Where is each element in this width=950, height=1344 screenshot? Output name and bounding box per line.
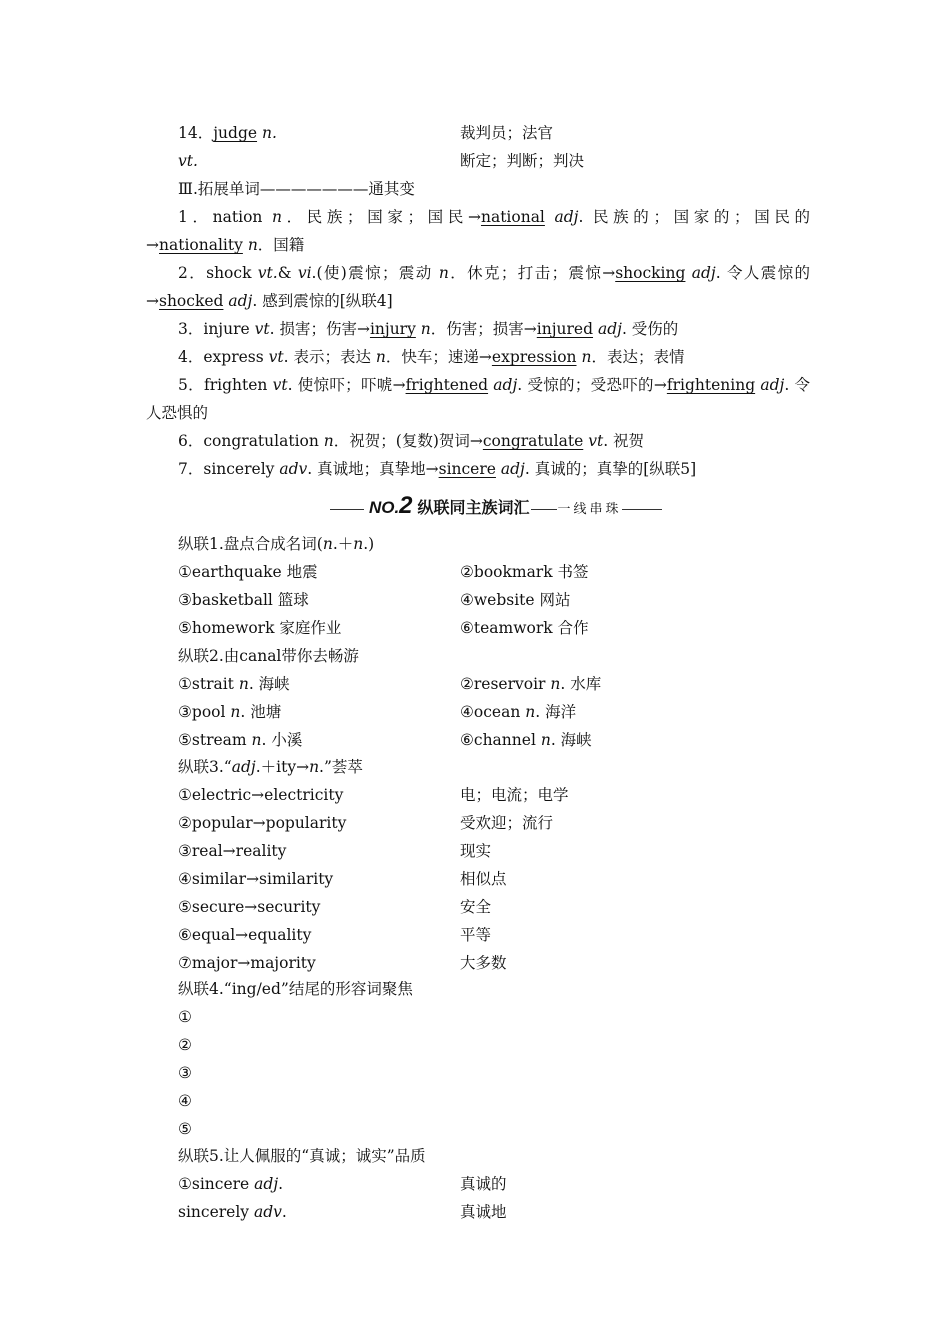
judge-row — [178, 119, 842, 147]
part-of-speech: vt — [272, 376, 288, 394]
item-text: . 损害；伤害→ — [269, 320, 370, 338]
list-item: ④ocean — [460, 703, 526, 721]
z5-heading: 纵联5.让人佩服的“真诚；诚实”品质 — [178, 1147, 426, 1165]
meaning: 真诚的 — [460, 1175, 507, 1193]
part-of-speech: adj — [493, 376, 518, 394]
part-of-speech: adj — [231, 758, 256, 776]
part-of-speech: vt — [268, 348, 284, 366]
answer-word: expression — [491, 348, 577, 366]
answer-word: frightening — [666, 376, 756, 394]
divider — [531, 509, 557, 510]
list-item: ⑥teamwork 合作 — [460, 619, 589, 637]
z2-row — [178, 698, 842, 726]
list-item: ⑥channel — [460, 731, 541, 749]
z2-row — [178, 726, 842, 754]
list-item: ③real→reality — [178, 842, 287, 860]
part-of-speech: vt. — [257, 264, 278, 282]
answer-word: sincere — [438, 460, 496, 478]
judge-row-2 — [178, 147, 842, 175]
part-of-speech: n — [322, 535, 333, 553]
meaning: 现实 — [460, 842, 492, 860]
z3-row — [178, 809, 842, 837]
item-text: . 感到震惊的[纵联4] — [252, 292, 393, 310]
extend-item-2 — [146, 259, 810, 315]
answer-word: frightened — [405, 376, 489, 394]
list-item: ③pool — [178, 703, 231, 721]
z3-row — [178, 865, 842, 893]
extend-item-5 — [146, 371, 810, 427]
part-of-speech: n — [271, 208, 282, 226]
meaning: 平等 — [460, 926, 492, 944]
list-item: ⑤homework 家庭作业 — [178, 619, 342, 637]
item-text: .(使)震惊；震动 — [311, 264, 439, 282]
item-number: 14． — [178, 124, 214, 142]
part-of-speech: n — [375, 348, 386, 366]
list-item: ①strait — [178, 675, 239, 693]
answer-word: national — [480, 208, 545, 226]
part-of-speech: n — [247, 236, 258, 254]
meaning: . 海峡 — [550, 731, 592, 749]
item-text: ．国籍 — [257, 236, 305, 254]
z1-heading — [178, 530, 842, 558]
extend-item-7 — [146, 455, 810, 483]
item-text: . 令人震惊的→ — [146, 264, 810, 310]
answer-word: judge — [213, 124, 258, 142]
heading-text: .) — [363, 535, 375, 553]
part-of-speech: adj — [228, 292, 253, 310]
list-item: ①electric→electricity — [178, 786, 344, 804]
section-title: 纵联同主族词汇 — [417, 498, 530, 517]
extend-item-1 — [146, 203, 810, 259]
item-text: . 受伤的 — [621, 320, 679, 338]
item-text: . 民族的；国家的；国民的→ — [146, 208, 811, 254]
answer-word: injury — [369, 320, 416, 338]
part-of-speech: vt — [588, 432, 604, 450]
meaning: 断定；判断；判决 — [460, 152, 585, 170]
item-text: . 祝贺 — [603, 432, 645, 450]
part-of-speech: adj — [254, 1175, 279, 1193]
item-text: ．休克；打击；震惊→ — [448, 264, 616, 282]
item-text: . 令人恐惧的 — [146, 376, 811, 422]
answer-word: injured — [536, 320, 594, 338]
item-text: 5．frighten — [178, 376, 273, 394]
extend-item-6 — [146, 427, 810, 455]
item-text: . 真诚的；真挚的[纵联5] — [524, 460, 697, 478]
part-of-speech: n — [353, 535, 364, 553]
item-text: . 真诚地；真挚地→ — [307, 460, 439, 478]
answer-word: shocked — [159, 292, 224, 310]
section-banner — [330, 492, 680, 520]
list-item: sincerely — [178, 1203, 254, 1221]
z3-heading — [178, 753, 842, 781]
part-of-speech: adj — [760, 376, 785, 394]
part-of-speech: adj — [554, 208, 579, 226]
extend-item-4 — [146, 343, 810, 371]
item-text: . 表示；表达 — [283, 348, 376, 366]
item-text: 4．express — [178, 348, 269, 366]
heading-text: 纵联3.“ — [178, 758, 232, 776]
list-item: ②popular→popularity — [178, 814, 347, 832]
divider — [622, 509, 662, 510]
extend-item-3 — [146, 315, 810, 343]
part-of-speech: n — [525, 703, 536, 721]
part-of-speech: n — [550, 675, 561, 693]
z4-item: ⑤ — [178, 1120, 192, 1138]
item-text: 2．shock — [178, 264, 258, 282]
z5-row: sincerely adv. 真诚地 — [178, 1198, 842, 1226]
z5-row: ①sincere adj. 真诚的 — [178, 1170, 842, 1198]
z3-row — [178, 921, 842, 949]
heading-text: .＋ — [332, 535, 354, 553]
z2-row — [178, 670, 842, 698]
z2-heading: 纵联2.由canal带你去畅游 — [178, 647, 359, 665]
part-of-speech: adv — [253, 1203, 282, 1221]
part-of-speech: n — [309, 758, 320, 776]
part-of-speech: n — [323, 432, 334, 450]
meaning: 电；电流；电学 — [460, 786, 569, 804]
list-item: ③basketball 篮球 — [178, 591, 309, 609]
answer-word: congratulate — [482, 432, 584, 450]
z4-item: ④ — [178, 1092, 192, 1110]
item-text: & — [277, 264, 298, 282]
meaning: . 池塘 — [240, 703, 282, 721]
item-text: 1．nation — [178, 208, 272, 226]
list-item: ②reservoir — [460, 675, 551, 693]
item-text: . 使惊吓；吓唬→ — [287, 376, 406, 394]
z3-row — [178, 949, 842, 977]
item-text: ．民族；国家；国民→ — [281, 208, 481, 226]
meaning: 大多数 — [460, 954, 507, 972]
meaning: . 海峡 — [248, 675, 290, 693]
meaning: . 水库 — [560, 675, 602, 693]
meaning: 裁判员；法官 — [460, 124, 554, 142]
part-of-speech: adj — [597, 320, 622, 338]
item-text: 6．congratulation — [178, 432, 324, 450]
item-text: . 受惊的；受恐吓的→ — [517, 376, 667, 394]
list-item: ①earthquake 地震 — [178, 563, 318, 581]
answer-word: nationality — [159, 236, 243, 254]
list-item: ④website 网站 — [460, 591, 571, 609]
z4-item: ② — [178, 1036, 192, 1054]
answer-word: shocking — [615, 264, 686, 282]
meaning: . 小溪 — [261, 731, 303, 749]
z4-item: ① — [178, 1008, 192, 1026]
extend-heading: Ⅲ.拓展单词———————通其变 — [178, 180, 415, 198]
part-of-speech: n — [540, 731, 551, 749]
z3-row — [178, 893, 842, 921]
z1-row — [178, 586, 842, 614]
list-item: ⑥equal→equality — [178, 926, 312, 944]
part-of-speech: n — [230, 703, 241, 721]
list-item: ①sincere — [178, 1175, 255, 1193]
part-of-speech: adv — [279, 460, 308, 478]
meaning: 安全 — [460, 898, 492, 916]
section-subtitle: 一线串珠 — [557, 502, 622, 517]
list-item: ⑤secure→security — [178, 898, 321, 916]
part-of-speech: adj — [500, 460, 525, 478]
item-text: ．伤害；损害→ — [430, 320, 537, 338]
z1-row — [178, 558, 842, 586]
item-text: 7．sincerely — [178, 460, 280, 478]
list-item: ②bookmark 书签 — [460, 563, 589, 581]
item-text: ．表达；表情 — [591, 348, 685, 366]
part-of-speech: n — [581, 348, 592, 366]
item-text: ．祝贺；(复数)贺词→ — [333, 432, 483, 450]
part-of-speech: adj — [691, 264, 716, 282]
part-of-speech: n — [438, 264, 449, 282]
z4-heading: 纵联4.“ing/ed”结尾的形容词聚焦 — [178, 980, 413, 998]
list-item: ⑤stream — [178, 731, 252, 749]
part-of-speech: n — [420, 320, 431, 338]
meaning: 真诚地 — [460, 1203, 507, 1221]
meaning: . 海洋 — [535, 703, 577, 721]
item-text: 3．injure — [178, 320, 255, 338]
divider — [330, 509, 364, 510]
z4-item: ③ — [178, 1064, 192, 1082]
z3-row — [178, 837, 842, 865]
heading-text: 纵联1.盘点合成名词( — [178, 535, 323, 553]
part-of-speech: vi — [297, 264, 312, 282]
part-of-speech: n. — [261, 124, 277, 142]
z1-row — [178, 614, 842, 642]
part-of-speech: vt. — [178, 152, 198, 170]
meaning: 受欢迎；流行 — [460, 814, 554, 832]
list-item: ④similar→similarity — [178, 870, 334, 888]
part-of-speech: n — [251, 731, 262, 749]
part-of-speech: n — [238, 675, 249, 693]
z3-row — [178, 781, 842, 809]
meaning: 相似点 — [460, 870, 507, 888]
list-item: ⑦major→majority — [178, 954, 316, 972]
heading-text: .”荟萃 — [319, 758, 363, 776]
item-text: ．快车；速递→ — [385, 348, 492, 366]
section-number: NO.2 — [368, 492, 413, 519]
part-of-speech: vt — [254, 320, 270, 338]
heading-text: .＋ity→ — [255, 758, 310, 776]
